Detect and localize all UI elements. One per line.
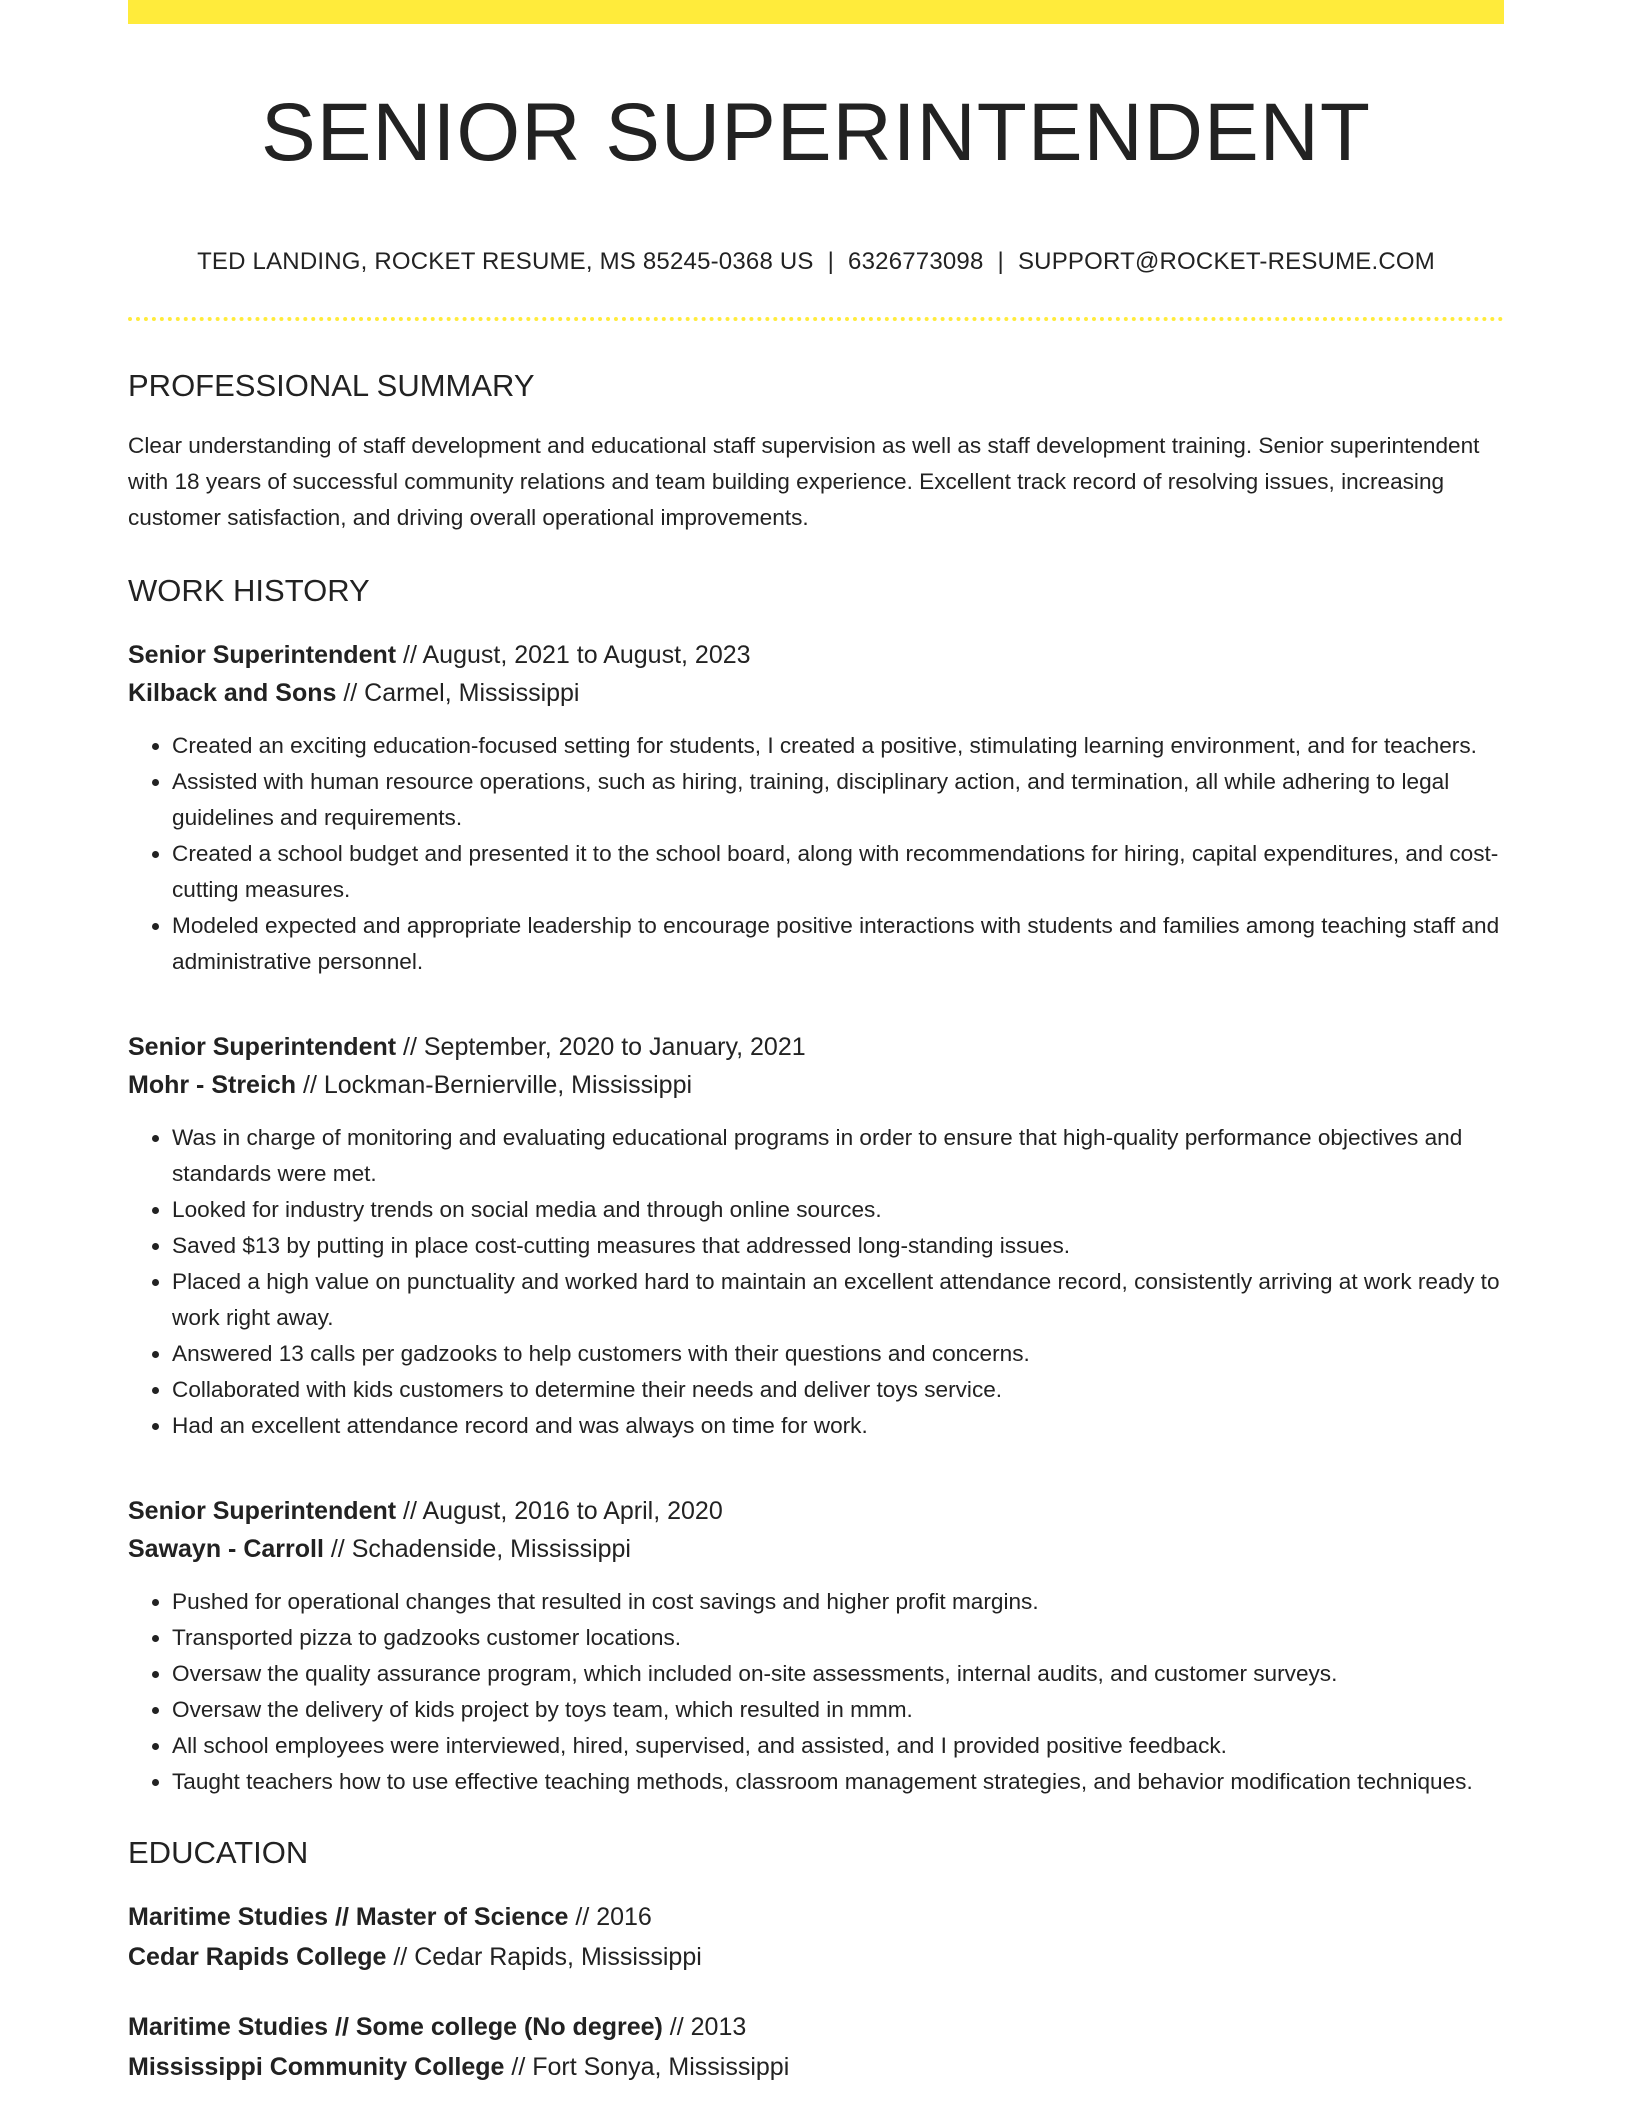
education-location: // Cedar Rapids, Mississippi xyxy=(386,1942,702,1971)
education-school-line xyxy=(128,2047,1504,2087)
job-company-line xyxy=(128,1066,1504,1104)
job-role: Senior Superintendent xyxy=(128,1496,397,1525)
education-school: Mississippi Community College xyxy=(128,2052,505,2081)
job-company: Mohr - Streich xyxy=(128,1070,297,1099)
job-bullet: • Oversaw the quality assurance program, which included on-site assessments, internal audits, and customer surveys. xyxy=(172,1656,1504,1692)
job-bullet: • Assisted with human resource operations, such as hiring, training, disciplinary action, and termination, all while adhering to legal guidelines and requirements. xyxy=(172,764,1504,836)
education-heading: EDUCATION xyxy=(128,1834,309,1870)
education-school-line xyxy=(128,1937,1504,1977)
job-company: Sawayn - Carroll xyxy=(128,1534,324,1563)
job-entry xyxy=(128,1028,1504,1444)
education-degree-line xyxy=(128,2007,1504,2047)
job-bullet: • Collaborated with kids customers to determine their needs and deliver toys service. xyxy=(172,1372,1504,1408)
work-history-heading: WORK HISTORY xyxy=(128,573,370,609)
job-bullet: • Pushed for operational changes that resulted in cost savings and higher profit margins. xyxy=(172,1584,1504,1620)
education-location: // Fort Sonya, Mississippi xyxy=(504,2052,790,2081)
job-bullet: • Created a school budget and presented it to the school board, along with recommendations for hiring, capital expenditures, and cost-cutting measures. xyxy=(172,836,1504,908)
contact-line xyxy=(128,248,1504,277)
education-school: Cedar Rapids College xyxy=(128,1942,387,1971)
job-role-line xyxy=(128,1492,1504,1530)
job-bullets xyxy=(128,1120,1504,1444)
job-location: // Schadenside, Mississippi xyxy=(323,1534,631,1563)
contact-email: SUPPORT@ROCKET-RESUME.COM xyxy=(1017,248,1435,276)
job-bullet: • Saved $13 by putting in place cost-cutting measures that addressed long-standing issues. xyxy=(172,1228,1504,1264)
job-bullet: • Created an exciting education-focused setting for students, I created a positive, stimulating learning environment, and for teachers. xyxy=(172,728,1504,764)
job-role: Senior Superintendent xyxy=(128,1032,397,1061)
job-bullet: • Oversaw the delivery of kids project by toys team, which resulted in mmm. xyxy=(172,1692,1504,1728)
summary-heading: PROFESSIONAL SUMMARY xyxy=(128,368,535,404)
job-entry xyxy=(128,1492,1504,1800)
job-company-line xyxy=(128,674,1504,712)
job-location: // Lockman-Bernierville, Mississippi xyxy=(296,1070,693,1099)
job-company: Kilback and Sons xyxy=(128,678,337,707)
job-location: // Carmel, Mississippi xyxy=(336,678,580,707)
job-bullet: • Taught teachers how to use effective teaching methods, classroom management strategies, and behavior modification techniques. xyxy=(172,1764,1504,1800)
education-entry xyxy=(128,1897,1504,1977)
job-dates: // September, 2020 to January, 2021 xyxy=(396,1032,806,1061)
education-entry xyxy=(128,2007,1504,2087)
job-bullet: • Placed a high value on punctuality and worked hard to maintain an excellent attendance record, consistently arriving at work ready to work right away. xyxy=(172,1264,1504,1336)
education-degree-line xyxy=(128,1897,1504,1937)
contact-phone: 6326773098 xyxy=(848,248,984,276)
contact-separator: | xyxy=(827,248,835,276)
education-year: // 2013 xyxy=(662,2012,747,2041)
job-bullets xyxy=(128,728,1504,980)
dotted-divider xyxy=(128,317,1504,321)
job-bullet: • Transported pizza to gadzooks customer locations. xyxy=(172,1620,1504,1656)
resume-page xyxy=(128,0,1504,2087)
job-bullet: • Was in charge of monitoring and evaluating educational programs in order to ensure that high-quality performance objectives and standards were met. xyxy=(172,1120,1504,1192)
job-bullets xyxy=(128,1584,1504,1800)
job-bullet: • Looked for industry trends on social media and through online sources. xyxy=(172,1192,1504,1228)
resume-name-title: SENIOR SUPERINTENDENT xyxy=(261,87,1371,178)
summary-text: Clear understanding of staff development and educational staff supervision as well as staff development training. Senior superintendent with 18 years of successful community relations and team building experience. Excellent track record of resolving issues, increasing customer satisfaction, and driving overall operational improvements. xyxy=(128,433,1480,531)
education-year: // 2016 xyxy=(568,1902,652,1931)
job-entry xyxy=(128,636,1504,980)
job-bullet: • Modeled expected and appropriate leadership to encourage positive interactions with students and families among teaching staff and administrative personnel. xyxy=(172,908,1504,980)
job-role-line xyxy=(128,636,1504,674)
job-role-line xyxy=(128,1028,1504,1066)
education-degree: Maritime Studies // Some college (No degree) xyxy=(128,2012,663,2041)
job-role: Senior Superintendent xyxy=(128,640,397,669)
job-bullet: • Had an excellent attendance record and was always on time for work. xyxy=(172,1408,1504,1444)
contact-separator: | xyxy=(997,248,1004,276)
job-bullet: • All school employees were interviewed, hired, supervised, and assisted, and I provided positive feedback. xyxy=(172,1728,1504,1764)
job-dates: // August, 2021 to August, 2023 xyxy=(396,640,751,669)
contact-address: TED LANDING, ROCKET RESUME, MS 85245-0368 US xyxy=(197,248,814,276)
job-dates: // August, 2016 to April, 2020 xyxy=(396,1496,723,1525)
job-company-line xyxy=(128,1530,1504,1568)
job-bullet: • Answered 13 calls per gadzooks to help customers with their questions and concerns. xyxy=(172,1336,1504,1372)
education-degree: Maritime Studies // Master of Science xyxy=(128,1902,569,1931)
accent-top-bar xyxy=(128,0,1504,24)
